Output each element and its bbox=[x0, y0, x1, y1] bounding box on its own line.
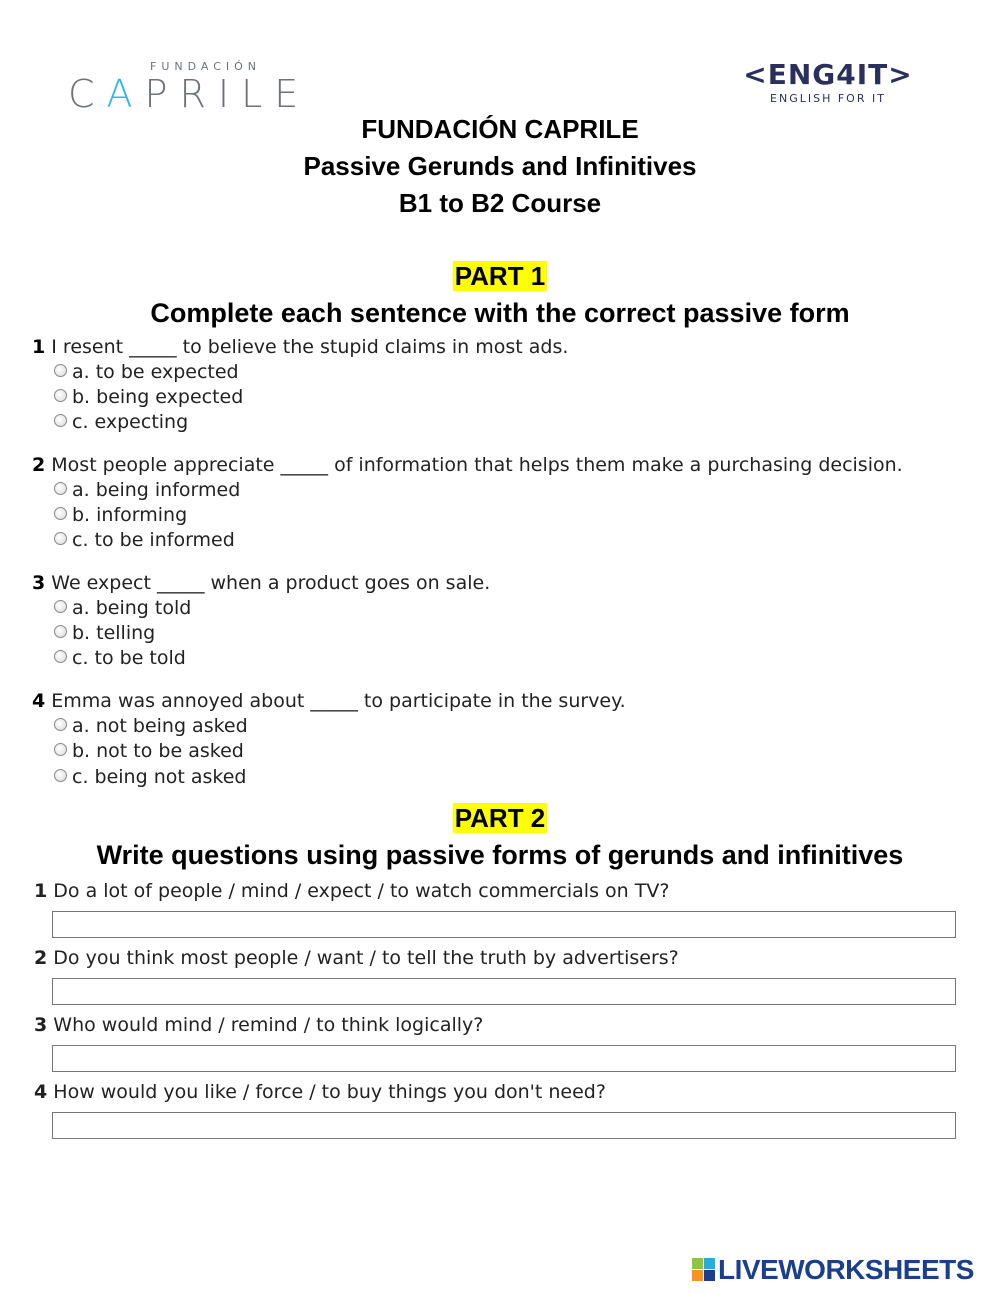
radio-button-icon[interactable] bbox=[54, 625, 67, 638]
eng4it-logo-text: <ENG4IT> bbox=[743, 58, 913, 91]
liveworksheets-logo bbox=[692, 1254, 992, 1286]
part2-label: PART 2 bbox=[454, 803, 546, 833]
liveworksheets-logo-text: LIVEWORKSHEETS bbox=[718, 1254, 974, 1285]
part2-answer-input-1[interactable] bbox=[52, 911, 956, 938]
header-organization: FUNDACIÓN CAPRILE bbox=[361, 114, 639, 144]
part2-answer-input-3[interactable] bbox=[52, 1045, 956, 1072]
part1-q4-option-b[interactable]: b. not to be asked bbox=[54, 740, 244, 762]
part2-answer-input-2[interactable] bbox=[52, 978, 956, 1005]
part1-q2-option-b[interactable]: b. informing bbox=[54, 504, 187, 526]
part2-question-2: 2 Do you think most people / want / to tell the truth by advertisers? bbox=[34, 947, 679, 969]
part1-question-4: 4 Emma was annoyed about _____ to participate in the survey. bbox=[32, 690, 626, 712]
radio-button-icon[interactable] bbox=[54, 650, 67, 663]
part1-q3-option-b[interactable]: b. telling bbox=[54, 622, 155, 644]
part2-question-1: 1 Do a lot of people / mind / expect / to watch commercials on TV? bbox=[34, 880, 670, 902]
part2-question-4: 4 How would you like / force / to buy things you don't need? bbox=[34, 1081, 606, 1103]
radio-button-icon[interactable] bbox=[54, 718, 67, 731]
header-course: B1 to B2 Course bbox=[398, 188, 602, 218]
radio-button-icon[interactable] bbox=[54, 769, 67, 782]
part1-q1-option-a[interactable]: a. to be expected bbox=[54, 361, 239, 383]
part1-q1-option-b[interactable]: b. being expected bbox=[54, 386, 243, 408]
part1-q1-option-c[interactable]: c. expecting bbox=[54, 411, 188, 433]
radio-button-icon[interactable] bbox=[54, 414, 67, 427]
part1-q2-option-c[interactable]: c. to be informed bbox=[54, 529, 235, 551]
part2-instruction: Write questions using passive forms of gerunds and infinitives bbox=[96, 840, 904, 870]
header-topic: Passive Gerunds and Infinitives bbox=[303, 151, 697, 181]
part2-question-3: 3 Who would mind / remind / to think logically? bbox=[34, 1014, 484, 1036]
part1-label: PART 1 bbox=[454, 261, 546, 291]
radio-button-icon[interactable] bbox=[54, 743, 67, 756]
radio-button-icon[interactable] bbox=[54, 600, 67, 613]
part1-q4-option-c[interactable]: c. being not asked bbox=[54, 766, 246, 788]
liveworksheets-icon bbox=[692, 1258, 716, 1282]
part1-q4-option-a[interactable]: a. not being asked bbox=[54, 715, 248, 737]
part1-q3-option-a[interactable]: a. being told bbox=[54, 597, 191, 619]
caprile-logo-text: CAPRILE bbox=[68, 72, 311, 116]
caprile-logo bbox=[68, 58, 348, 116]
radio-button-icon[interactable] bbox=[54, 507, 67, 520]
part1-question-3: 3 We expect _____ when a product goes on sale. bbox=[32, 572, 491, 594]
part1-q2-option-a[interactable]: a. being informed bbox=[54, 479, 240, 501]
radio-button-icon[interactable] bbox=[54, 364, 67, 377]
part1-q3-option-c[interactable]: c. to be told bbox=[54, 647, 186, 669]
radio-button-icon[interactable] bbox=[54, 389, 67, 402]
caprile-logo-small-text: FUNDACIÓN bbox=[150, 60, 262, 73]
eng4it-logo bbox=[728, 60, 928, 110]
eng4it-logo-tagline: ENGLISH FOR IT bbox=[770, 92, 886, 105]
part1-instruction: Complete each sentence with the correct passive form bbox=[150, 298, 850, 328]
part1-question-2: 2 Most people appreciate _____ of information that helps them make a purchasing decision. bbox=[32, 454, 903, 476]
radio-button-icon[interactable] bbox=[54, 532, 67, 545]
part1-question-1: 1 I resent _____ to believe the stupid claims in most ads. bbox=[32, 336, 569, 358]
radio-button-icon[interactable] bbox=[54, 482, 67, 495]
part2-answer-input-4[interactable] bbox=[52, 1112, 956, 1139]
